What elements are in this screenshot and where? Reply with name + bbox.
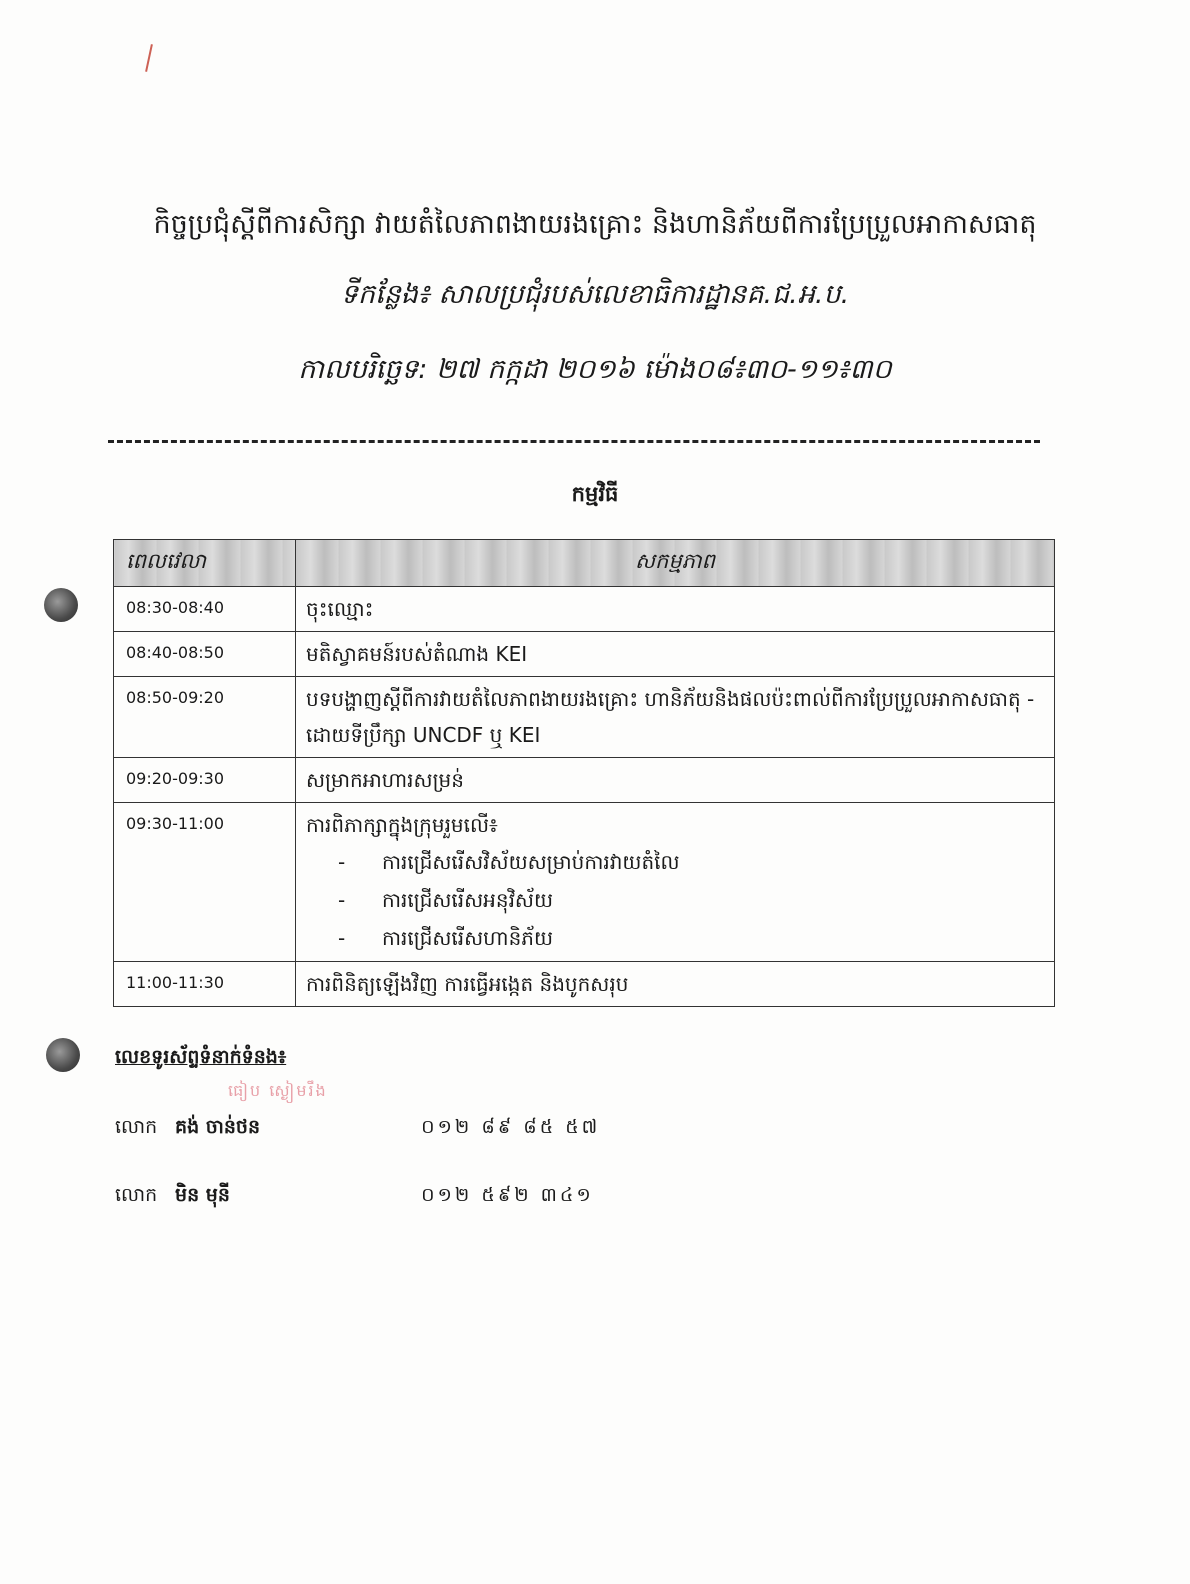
contact-row — [115, 1180, 815, 1210]
row-activity: មតិស្វាគមន៍របស់តំណាង KEI — [296, 632, 1055, 677]
punch-hole — [46, 1038, 80, 1072]
contact-row — [115, 1112, 815, 1142]
table-row — [114, 587, 1055, 632]
row-time: 11:00-11:30 — [114, 962, 296, 1007]
list-item — [306, 843, 1044, 881]
meeting-date: កាលបរិច្ឆេទ: ២៧ កក្កដា ២០១៦ ម៉ោង០៨៖៣០-១១៖៣០ — [298, 354, 892, 385]
discussion-topics — [306, 843, 1044, 957]
row-time: 09:30-11:00 — [114, 803, 296, 962]
row-time: 09:20-09:30 — [114, 758, 296, 803]
topic-text: ការជ្រើសរើសវិស័យសម្រាប់ការវាយតំលៃ — [382, 850, 680, 874]
list-dash: - — [338, 850, 346, 874]
contact-phone: ០១២ ៥៩២ ៣៤១ — [421, 1184, 594, 1206]
program-heading: កម្មវិធី — [571, 482, 619, 506]
row-activity: បទបង្ហាញស្តីពីការវាយតំលៃភាពងាយរងគ្រោះ ហានិភ័យនិងផលប៉ះពាល់ពីការប្រែប្រួលអាកាសធាតុ - ដោយទីប្រឹក្សា UNCDF ឬ KEI — [296, 677, 1055, 758]
table-row — [114, 803, 1055, 962]
agenda-table — [113, 539, 1055, 1007]
agenda-header-row — [114, 540, 1055, 587]
table-row — [114, 632, 1055, 677]
row-time: 08:50-09:20 — [114, 677, 296, 758]
header-activity: សកម្មភាព — [296, 540, 1055, 587]
header-time: ពេលវេលា — [114, 540, 296, 587]
row-time: 08:30-08:40 — [114, 587, 296, 632]
topic-text: ការជ្រើសរើសអនុវិស័យ — [382, 888, 553, 912]
row-time: 08:40-08:50 — [114, 632, 296, 677]
list-dash: - — [338, 926, 346, 950]
meeting-venue: ទីកន្លែង៖ សាលប្រជុំរបស់លេខាធិការដ្ឋានគ.ជ.អ.ប. — [340, 279, 850, 310]
punch-hole — [44, 588, 78, 622]
dashed-divider — [108, 440, 1040, 443]
topic-text: ការជ្រើសរើសហានិភ័យ — [382, 926, 553, 950]
contact-honorific: លោក — [115, 1184, 158, 1206]
table-row — [114, 758, 1055, 803]
faded-stamp: ធៀប ស្ងៀមរឹង — [228, 1081, 328, 1100]
table-row — [114, 677, 1055, 758]
list-item — [306, 919, 1044, 957]
row-activity: ចុះឈ្មោះ — [296, 587, 1055, 632]
discussion-intro: ការពិភាក្សាក្នុងក្រុមរួមលើ៖ — [306, 813, 498, 837]
scan-mark — [145, 44, 153, 72]
contacts-heading: លេខទូរស័ព្ទទំនាក់ទំនង៖ — [115, 1046, 287, 1068]
row-activity: ការពិនិត្យឡើងវិញ ការធ្វើអង្កេត និងបូកសរុប — [296, 962, 1055, 1007]
meeting-title: កិច្ចប្រជុំស្តីពីការសិក្សា វាយតំលៃភាពងាយរងគ្រោះ និងហានិភ័យពីការប្រែប្រួលអាកាសធាតុ — [153, 209, 1037, 240]
contact-honorific: លោក — [115, 1116, 158, 1138]
row-activity: សម្រាកអាហារសម្រន់ — [296, 758, 1055, 803]
list-item — [306, 881, 1044, 919]
table-row — [114, 962, 1055, 1007]
contact-name: មិន មុនី — [175, 1184, 230, 1206]
row-activity — [296, 803, 1055, 962]
contact-name: គង់ ចាន់ថន — [175, 1116, 261, 1138]
contact-phone: ០១២ ៨៩ ៨៥ ៥៧ — [421, 1116, 601, 1138]
list-dash: - — [338, 888, 346, 912]
